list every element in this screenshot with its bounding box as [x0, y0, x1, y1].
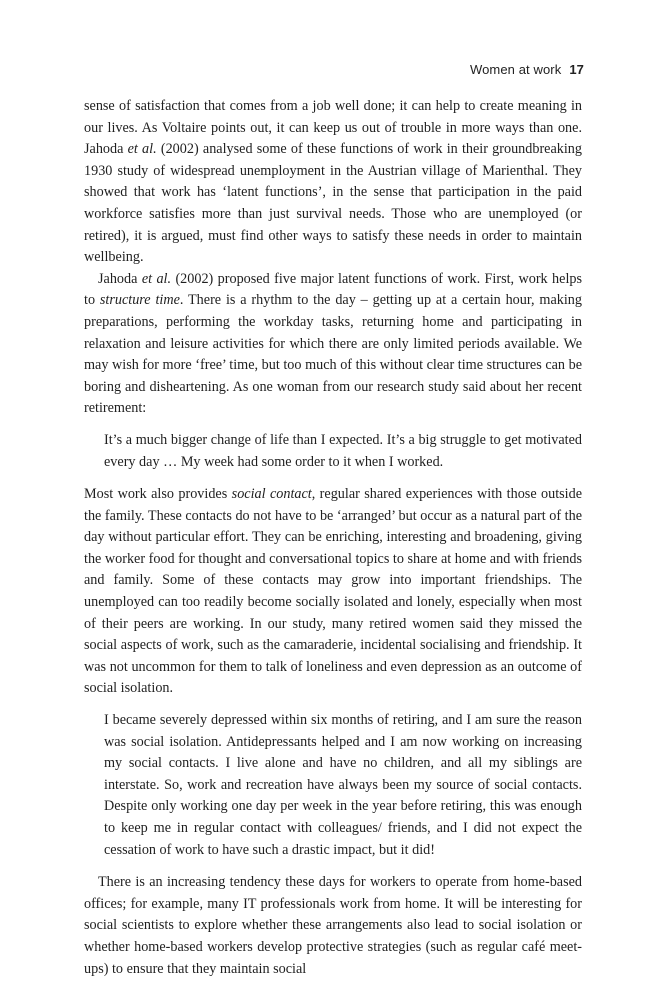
running-head: [470, 62, 584, 77]
block-quote-1: It’s a much bigger change of life than I expected. It’s a big struggle to get motivated every day … My week had some order to it when I worked.: [104, 431, 582, 470]
body-text: [84, 96, 582, 980]
block-quote-2: I became severely depressed within six months of retiring, and I am sure the reason was social isolation. Antidepressants helped and I am now working on increasing my social contacts. I live alone and have no children, and all my siblings are interstate. So, work and recreation have always been my source of social contacts. Despite only working one day per week in the year before retiring, this was enough to keep me in regular contact with colleagues/ friends, and I did not expect the cessation of work to have such a drastic impact, but it did!: [104, 712, 582, 858]
page-number: 17: [569, 62, 584, 77]
paragraph-2: Jahoda et al. (2002) proposed five major latent functions of work. First, work helps to structure time. There is a rhythm to the day – getting up at a certain hour, making preparations, performing the workday tasks, returning home and participating in relaxation and leisure activities for which there are only limited periods available. We may wish for more ‘free’ time, but too much of this without clear time structures can be boring and disheartening. As one woman from our research study said about her recent retirement:: [84, 270, 582, 417]
paragraph-1: sense of satisfaction that comes from a job well done; it can help to create meaning in our lives. As Voltaire points out, it can keep us out of trouble in more ways than one. Jahoda et al. (2002) analysed some of these functions of work in their groundbreaking 1930 study of widespread unemployment in the Austrian village of Marienthal. They showed that work has ‘latent functions’, in the sense that participation in the paid workforce satisfies more than just survival needs. Those who are unemployed (or retired), it is argued, must find other ways to satisfy these needs in order to maintain wellbeing.: [84, 98, 582, 266]
paragraph-4: There is an increasing tendency these days for workers to operate from home-based offices; for example, many IT professionals work from home. It will be interesting for social scientists to explore whether these arrangements also lead to social isolation or whether home-based workers develop protective strategies (such as regular café meet-ups) to ensure that they maintain social: [84, 874, 582, 977]
running-title: Women at work: [469, 62, 562, 77]
paragraph-3: Most work also provides social contact, regular shared experiences with those outside the family. These contacts do not have to be ‘arranged’ but occur as a natural part of the day without particular effort. They can be enriching, interesting and broadening, giving the worker food for thought and conversational topics to share at home and with friends and family. Some of these contacts may grow into important friendships. The unemployed can too readily become socially isolated and lonely, especially when most of their peers are working. In our study, many retired women said they missed the social aspects of work, such as the camaraderie, incidental socialising and friendship. It was not uncommon for them to talk of loneliness and even depression as an outcome of social isolation.: [84, 486, 583, 697]
